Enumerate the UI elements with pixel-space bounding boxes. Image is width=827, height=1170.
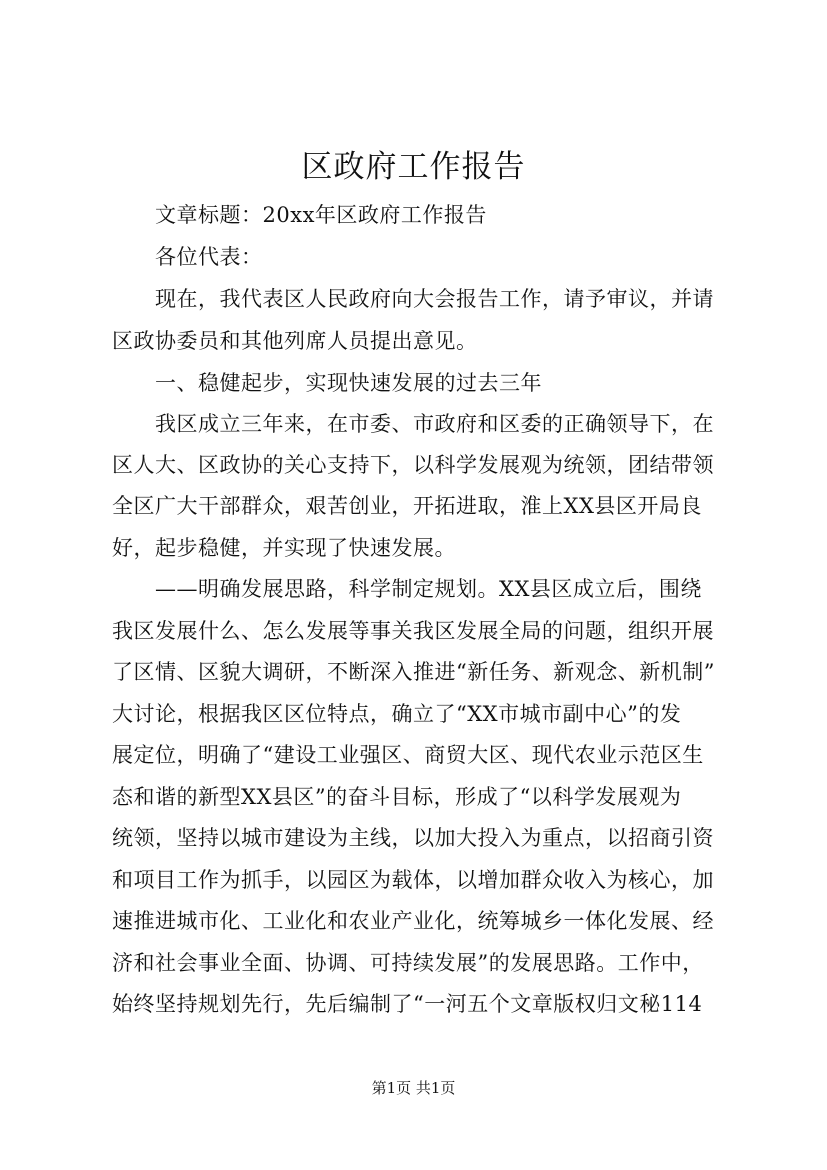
page-footer: 第1页 共1页 xyxy=(371,1079,456,1097)
paragraph-line: 统领，坚持以城市建设为主线，以加大投入为重点，以招商引资 xyxy=(112,826,714,850)
section-heading: 一、稳健起步，实现快速发展的过去三年 xyxy=(155,371,542,395)
paragraph-line: 区人大、区政协的关心支持下，以科学发展观为统领，团结带领 xyxy=(112,453,714,477)
paragraph-line: 区政协委员和其他列席人员提出意见。 xyxy=(112,329,478,353)
document-title: 区政府工作报告 xyxy=(301,149,526,185)
paragraph-line: 好，起步稳健，并实现了快速发展。 xyxy=(112,536,456,560)
paragraph-line: 态和谐的新型XX县区”的奋斗目标，形成了“以科学发展观为 xyxy=(112,785,682,809)
paragraph-line: 济和社会事业全面、协调、可持续发展”的发展思路。工作中， xyxy=(112,951,704,975)
paragraph-line: 我区成立三年来，在市委、市政府和区委的正确领导下，在 xyxy=(155,412,714,436)
salutation-line: 各位代表： xyxy=(155,245,263,269)
paragraph-line: 我区发展什么、怎么发展等事关我区发展全局的问题，组织开展 xyxy=(112,619,714,643)
paragraph-line: 全区广大干部群众，艰苦创业，开拓进取，淮上XX县区开局良 xyxy=(112,494,702,518)
paragraph-line: 大讨论，根据我区区位特点，确立了“XX市城市副中心”的发 xyxy=(112,702,682,726)
article-title-line: 文章标题：20xx年区政府工作报告 xyxy=(155,203,487,227)
paragraph-line: 速推进城市化、工业化和农业产业化，统筹城乡一体化发展、经 xyxy=(112,909,714,933)
paragraph-line: 始终坚持规划先行，先后编制了“一河五个文章版权归文秘114 xyxy=(112,992,703,1016)
paragraph-line: 现在，我代表区人民政府向大会报告工作，请予审议，并请 xyxy=(155,287,714,311)
paragraph-line: 了区情、区貌大调研，不断深入推进“新任务、新观念、新机制” xyxy=(112,660,715,684)
paragraph-line: 和项目工作为抓手，以园区为载体，以增加群众收入为核心，加 xyxy=(112,868,714,892)
paragraph-line: 展定位，明确了“建设工业强区、商贸大区、现代农业示范区生 xyxy=(112,743,704,767)
paragraph-line: ——明确发展思路，科学制定规划。XX县区成立后，围绕 xyxy=(155,577,702,601)
